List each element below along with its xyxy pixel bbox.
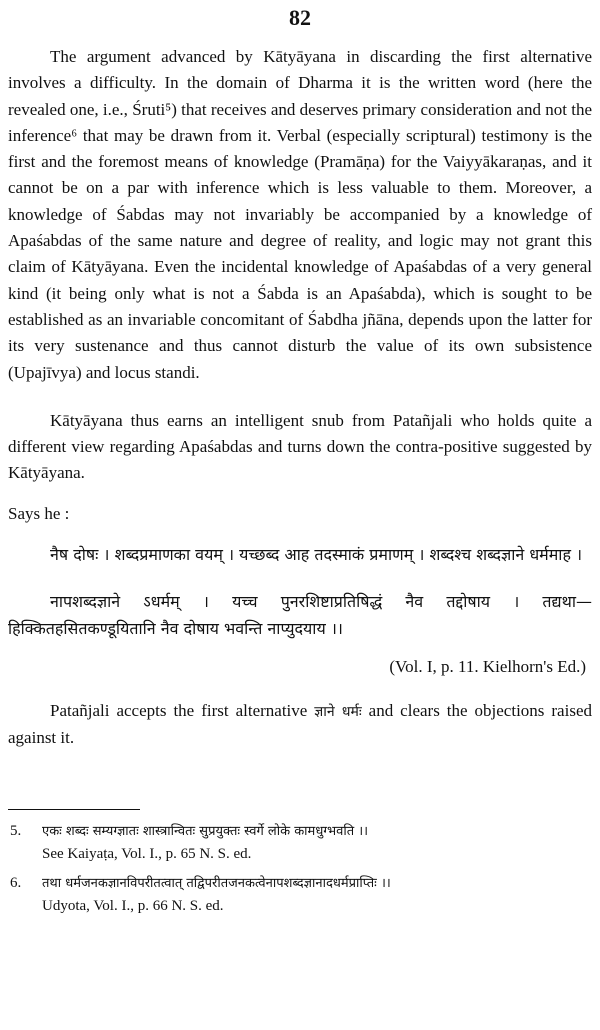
- kielhorn-reference: (Vol. I, p. 11. Kielhorn's Ed.): [389, 656, 586, 676]
- says-he-label: Says he :: [8, 503, 70, 523]
- paragraph-patanjali-accepts: [8, 698, 592, 752]
- footnote-5-number: 5.: [10, 823, 22, 840]
- paragraph-patanjali-snub: Kātyāyana thus earns an intelligent snub from Patañjali who holds quite a different view regarding Apaśabdas and turns down the contra-positive suggested by Kātyāyana.: [8, 410, 592, 483]
- sanskrit-quote-1: नैष दोषः । शब्दप्रमाणका वयम् । यच्छब्द आह तदस्माकं प्रमाणम् । शब्दश्च शब्दज्ञाने धर्ममाह ।: [50, 544, 583, 564]
- footnote-6-sanskrit: तथा धर्मजनकज्ञानविपरीतत्वात् तद्विपरीतजनकत्वेनापशब्दज्ञानादधर्मप्राप्तिः ।।: [42, 876, 391, 892]
- inline-sanskrit-term: ज्ञाने धर्मः: [314, 703, 362, 720]
- accepts-text-start: Patañjali accepts the first alternative: [50, 700, 315, 720]
- footnote-5-source: See Kaiyaṭa, Vol. I., p. 65 N. S. ed.: [42, 846, 252, 863]
- footnote-5: [8, 820, 592, 866]
- footnote-6-line: [8, 872, 592, 895]
- footnote-6-source: Udyota, Vol. I., p. 66 N. S. ed.: [42, 898, 224, 915]
- footnote-6-number: 6.: [10, 875, 22, 892]
- paragraph-katyayana-argument: The argument advanced by Kātyāyana in discarding the first alternative involves a difficulty. In the domain of Dharma it is the written word (here the revealed one, i.e., Śruti⁵) that receives and deserves primary consideration and not the inference⁶ that may be drawn from it. Verbal (especially scriptural) testimony is the first and the foremost means of knowledge (Pramāṇa) for the Vaiyyākaraṇas, and it cannot be on a par with inference which is less valuable to them. Moreover, a knowledge of Śabdas may not invariably be accompanied by a knowledge of Apaśabdas of the same nature and degree of reality, and logic may not grant this claim of Kātyāyana. Even the incidental knowledge of Apaśabdas of a very general kind (it being only what is not a Śabda is an Apaśabda), which is sought to be established as an invariable concomitant of Śabdha jñāna, depends upon the latter for its very sustenance and thus cannot disturb the value of its own subsistence (Upajīvya) and locus standi.: [8, 47, 592, 382]
- footnote-divider: [8, 809, 140, 810]
- page-number: 82: [289, 5, 311, 30]
- footnote-6: [8, 872, 592, 918]
- footnote-5-sanskrit: एकः शब्दः सम्यग्ज्ञातः शास्त्रान्वितः सुप्रयुक्तः स्वर्गे लोके कामधुग्भवति ।।: [42, 824, 369, 840]
- footnote-5-line: [8, 820, 592, 843]
- sanskrit-quote-2: नापशब्दज्ञाने ऽधर्मम् । यच्च पुनरशिष्टाप्रतिषिद्धं नैव तद्दोषाय । तद्यथा— हिक्कितहसितकण्डूयितानि नैव दोषाय भवन्ति नाप्युदयाय ।।: [8, 591, 592, 638]
- accepts-text-end: and clears the objections raised against it.: [8, 700, 592, 748]
